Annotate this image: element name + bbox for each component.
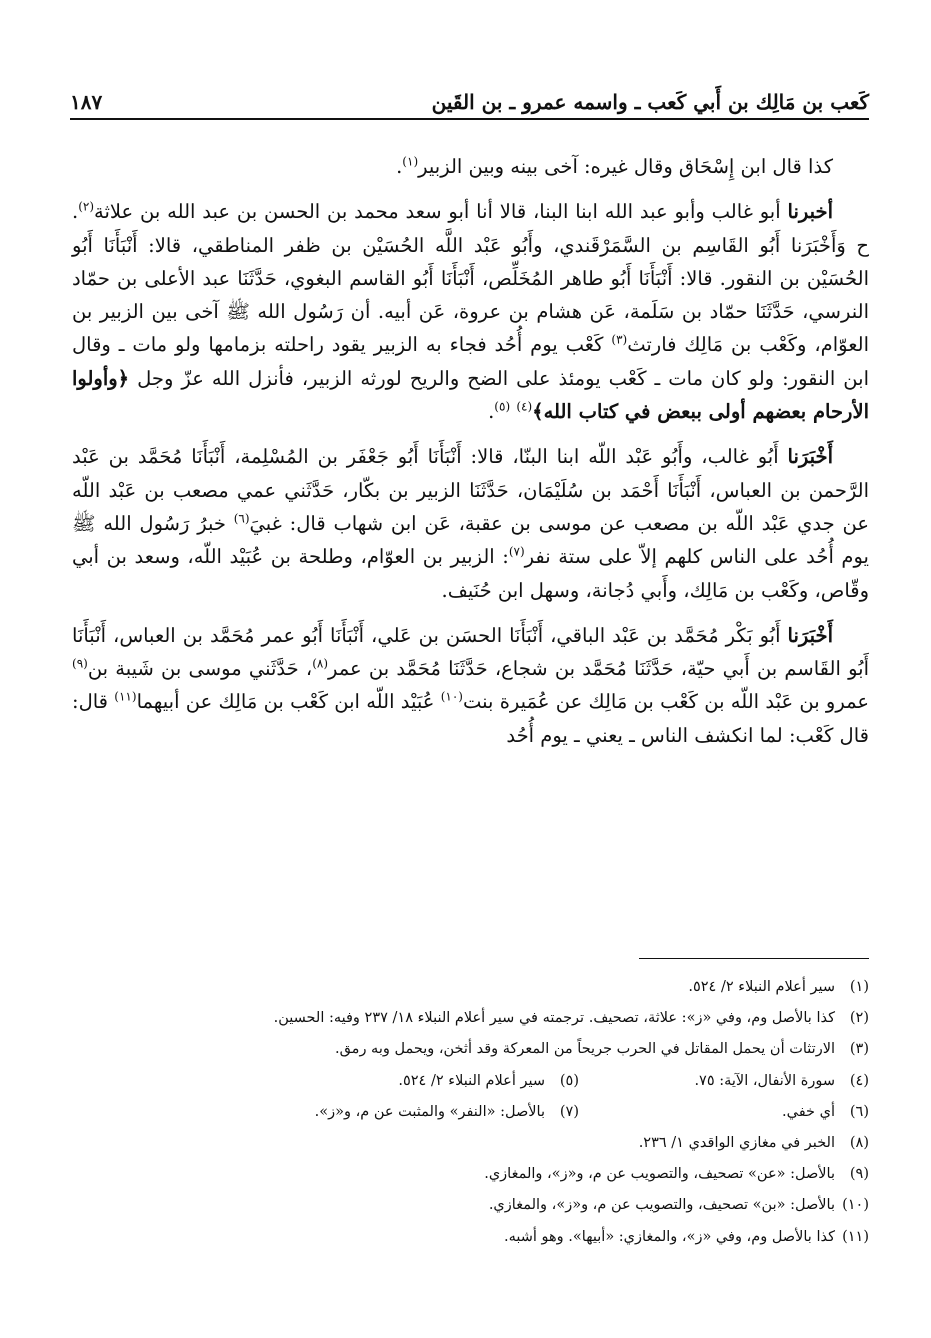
paragraph-2 bbox=[72, 195, 869, 428]
footnote-number: (٤) bbox=[849, 1072, 869, 1089]
footnote-ref: (٤) bbox=[516, 399, 533, 414]
main-text bbox=[72, 150, 869, 752]
footnote-row bbox=[72, 1066, 869, 1097]
footnote-number: (٨) bbox=[849, 1135, 869, 1152]
footnote-ref: (٦) bbox=[233, 511, 250, 526]
footnote-ref: (٩) bbox=[72, 656, 88, 671]
footnote-text: سير أعلام النبلاء ٢/ ٥٢٤. bbox=[398, 1072, 545, 1089]
footnote bbox=[579, 1066, 869, 1097]
text-run: . bbox=[396, 155, 403, 178]
footnote-row bbox=[72, 1097, 869, 1128]
footnote-number: (٦) bbox=[849, 1103, 869, 1120]
paragraph-4 bbox=[72, 619, 869, 752]
footnote-number: (٩) bbox=[849, 1166, 869, 1183]
footnote-text: الخبر في مغازي الواقدي ١/ ٢٣٦. bbox=[638, 1135, 835, 1152]
footnote-ref: (٢) bbox=[78, 199, 95, 214]
footnote-text: بالأصل: «عن» تصحيف، والتصويب عن م، و«ز»، والمغازي. bbox=[484, 1166, 835, 1183]
isnad-lead-word: أخبرنا bbox=[787, 200, 833, 224]
page-header bbox=[70, 80, 869, 120]
footnote bbox=[289, 1066, 579, 1097]
footnote-number: (٥) bbox=[559, 1072, 579, 1089]
footnote bbox=[289, 1097, 579, 1128]
footnote-text: الارتثات أن يحمل المقاتل في الحرب جريحاً من المعركة وقد أثخن، ويحمل وبه رمق. bbox=[334, 1041, 835, 1058]
running-title: كَعب بن مَالِك بن أَبي كَعب ـ واسمه عمرو ـ بن القَين bbox=[431, 90, 869, 114]
footnote-ref: (٧) bbox=[508, 544, 525, 559]
text-run: قال: قال كَعْب: لما انكشف الناس ـ يعني ـ يوم أُحُد bbox=[72, 690, 869, 747]
footnote-ref: (١) bbox=[402, 154, 419, 169]
footnote bbox=[579, 1097, 869, 1128]
footnote-ref: (١١) bbox=[114, 689, 137, 704]
paragraph-1 bbox=[72, 150, 869, 183]
footnote-text: كذا بالأصل وم، وفي «ز»، والمغازي: «أبيها». وهو أشبه. bbox=[504, 1228, 835, 1245]
footnote bbox=[72, 1128, 869, 1159]
footnote bbox=[72, 1003, 869, 1034]
text-run: أَبُو بَكْر مُحَمَّد بن عَبْد الباقي، أَنْبَأَنَا الحسَن بن عَلي، أَنْبَأَنَا أَبُو عمر مُحَمَّد بن العباس، أَنْبَأَنَا أَبُو القَاسم بن أَبي حيّة، حَدَّثَنَا مُحَمَّد بن شجاع، حَدَّثَنَا مُحَمَّد بن عمر bbox=[72, 623, 870, 681]
footnote-text: سورة الأنفال، الآية: ٧٥. bbox=[694, 1072, 835, 1089]
footnote-number: (٧) bbox=[559, 1103, 579, 1120]
footnote-text: بالأصل: «بن» تصحيف، والتصويب عن م، و«ز»، والمغازي. bbox=[488, 1197, 835, 1214]
footnote-ref: (٣) bbox=[611, 332, 628, 347]
quran-quote: ﴿وأولوا الأرحام بعضهم أولى ببعض في كتاب الله﴾ bbox=[72, 366, 869, 424]
footnote-ref: (٨) bbox=[312, 656, 329, 671]
isnad-lead-word: أَخْبَرَنا bbox=[787, 623, 833, 647]
footnote-text: بالأصل: «النفر» والمثبت عن م، و«ز». bbox=[314, 1103, 545, 1120]
footnote-number: (٢) bbox=[849, 1010, 869, 1027]
text-run: خبرُ رَسُول الله ﷺ يوم أُحُد على الناس كلهم إلاّ على ستة نفر bbox=[72, 511, 869, 569]
footnote-number: (١٠) bbox=[842, 1197, 869, 1214]
footnote-text: سير أعلام النبلاء ٢/ ٥٢٤. bbox=[688, 979, 835, 995]
footnote-number: (١١) bbox=[842, 1228, 869, 1245]
footnote bbox=[72, 972, 869, 1003]
footnote-number: (٣) bbox=[849, 1041, 869, 1058]
text-run: أَبُو غالب، وأَبُو عَبْد اللّه ابنا البنّا، قالا: أَنْبَأَنَا أَبُو جَعْفَر بن المُسْلِمة، أَنْبَأَنَا مُحَمَّد بن عَبْد الرَّحمن بن العباس، أَنْبَأَنَا أَحْمَد بن سُلَيْمَان، حَدَّثَنَا الزبير بن بكّار، حَدَّثَني عمي مصعب بن عَبْد اللّه عن جدي عَبْد اللّه بن مصعب عن موسى بن عقبة، عَن ابن شهاب قال: غبيَ bbox=[72, 445, 869, 535]
footnote-number: (١) bbox=[849, 979, 869, 995]
text-run: عُبَيْد اللّه ابن كَعْب بن مَالِك عن أبيهما bbox=[136, 690, 441, 714]
text-run: ، حَدَّثَني موسى بن شَيبة بن bbox=[87, 657, 313, 681]
footnotes bbox=[72, 972, 869, 1253]
footnote bbox=[72, 1034, 869, 1065]
paragraph-3 bbox=[72, 440, 869, 606]
page-number: ١٨٧ bbox=[70, 90, 103, 114]
isnad-lead-word: أَخْبَرَنا bbox=[787, 445, 833, 469]
footnote-separator bbox=[639, 958, 869, 959]
text-run: أبو غالب وأبو عبد الله ابنا البنا، قالا أنا أبو سعد محمد بن الحسن بن عبد الله بن علاثة bbox=[94, 200, 788, 224]
text-run: كذا قال ابن إِسْحَاق وقال غيره: آخى بينه وبين الزبير bbox=[418, 155, 833, 178]
footnote-text: أي خفي. bbox=[782, 1103, 835, 1120]
footnote bbox=[72, 1190, 869, 1221]
footnote-ref: (٥) bbox=[494, 399, 511, 414]
footnote bbox=[72, 1222, 869, 1253]
footnote-ref: (١٠) bbox=[440, 689, 463, 704]
text-run: عمرو بن عَبْد اللّه بن كَعْب بن مَالِك عن عُمَيرة بنت bbox=[462, 690, 870, 714]
text-run: : الزبير بن العوّام، وطلحة بن عُبَيْد اللّه، وسعد بن أبي وقّاص، وكَعْب بن مَالِك، وأَبي دُجانة، وسهل ابن حُنَيف. bbox=[72, 545, 869, 602]
text-run: كَعْب يوم أُحُد فجاء به الزبير يقود راحلته بزمامها ولو مات ـ وقال ابن النقور: ولو كان مات ـ كَعْب يومئذ على الضح والريح لورثه الزبير، فأنزل الله عزّ وجل bbox=[72, 333, 869, 390]
footnote-text: كذا بالأصل وم، وفي «ز»: علاثة، تصحيف. ترجمته في سير أعلام النبلاء ١٨/ ٢٣٧ وفيه: الحسين. bbox=[273, 1010, 835, 1027]
footnote bbox=[72, 1159, 869, 1190]
text-run: . bbox=[488, 400, 495, 424]
text-run: . ح وَأَخْبَرَنا أَبُو القَاسِم بن السَّمَرْقَندي، وأَبُو عَبْد اللَّه الحُسَيْن بن ظفر المناطقي، قالا: أَنْبَأَنَا أَبُو الحُسَيْن بن النقور. قالا: أَنْبَأَنَا أَبُو طاهر المُخَلِّص، أَنْبَأَنَا أَبُو القاسم البغوي، حَدَّثَنَا عبد الأعلى بن حمّاد النرسي، حَدَّثَنَا حمّاد بن سَلَمة، عَن هشام بن عروة، عَن أبيه. أن رَسُول الله ﷺ آخى بين الزبير بن العوّام، وكَعْب بن مَالِك فارتث bbox=[72, 200, 869, 357]
